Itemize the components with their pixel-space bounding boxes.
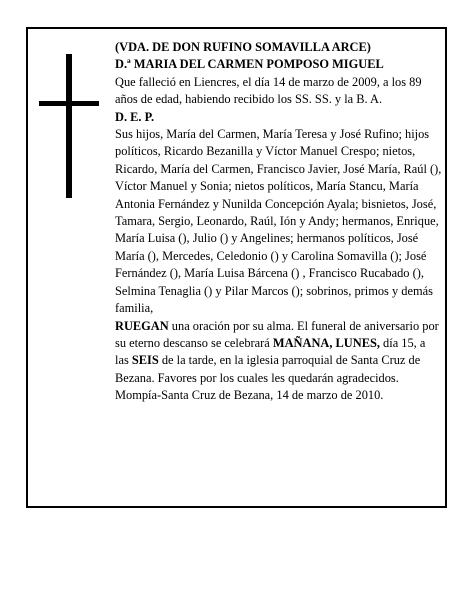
hour-text: SEIS [131,353,159,368]
notice-body [115,39,442,405]
day-rest-text: día 15, a las [115,335,426,368]
death-details: Que falleció en Liencres, el día 14 de marzo de 2009, a los 89 años de edad, habiendo recibido los SS. SS. y la B. A. [115,74,422,107]
widow-title: (VDA. DE DON RUFINO SOMAVILLA ARCE) [115,40,371,54]
ruegan-word: RUEGAN [115,318,169,333]
rip-abbreviation: D. E. P. [115,109,155,124]
obituary-notice [26,27,447,508]
day-text: MAÑANA, LUNES, [272,335,380,350]
cross-icon [39,54,99,198]
family-list: Sus hijos, María del Carmen, María Teresa y José Rufino; hijos políticos, Ricardo Bezanilla y Víctor Manuel Crespo; nietos, Ricardo, María del Carmen, Francisco Javier, José María, Raúl (), Víctor Manuel y Sonia; nietos políticos, María Stancu, María Antonia Fernández y Nunilda Concepción Ayala; bisnietos, José, Tamara, Sergio, Leonardo, Raúl, Ión y Andy; hermanos, Enrique, María Luisa (), Julio () y Angelines; hermanos políticos, José María (), Mercedes, Celedonio () y Carolina Somavilla (); José Fernández (), María Luisa Bárcena () , Francisco Rucabado (), Selmina Tenaglia () y Pilar Marcos (); sobrinos, primos y demás familia, [115,127,442,316]
ruegan-text: una oración por su alma. El funeral de aniversario por su eterno descanso se celebrará [115,318,439,350]
hour-rest-text: de la tarde, en la iglesia parroquial de Santa Cruz de Bezana. Favores por los cuales les quedarán agradecidos. [115,353,421,385]
deceased-name: D.ª MARIA DEL CARMEN POMPOSO MIGUEL [115,57,384,72]
funeral-announcement [115,318,442,388]
place-date: Mompía-Santa Cruz de Bezana, 14 de marzo de 2010. [115,388,384,403]
